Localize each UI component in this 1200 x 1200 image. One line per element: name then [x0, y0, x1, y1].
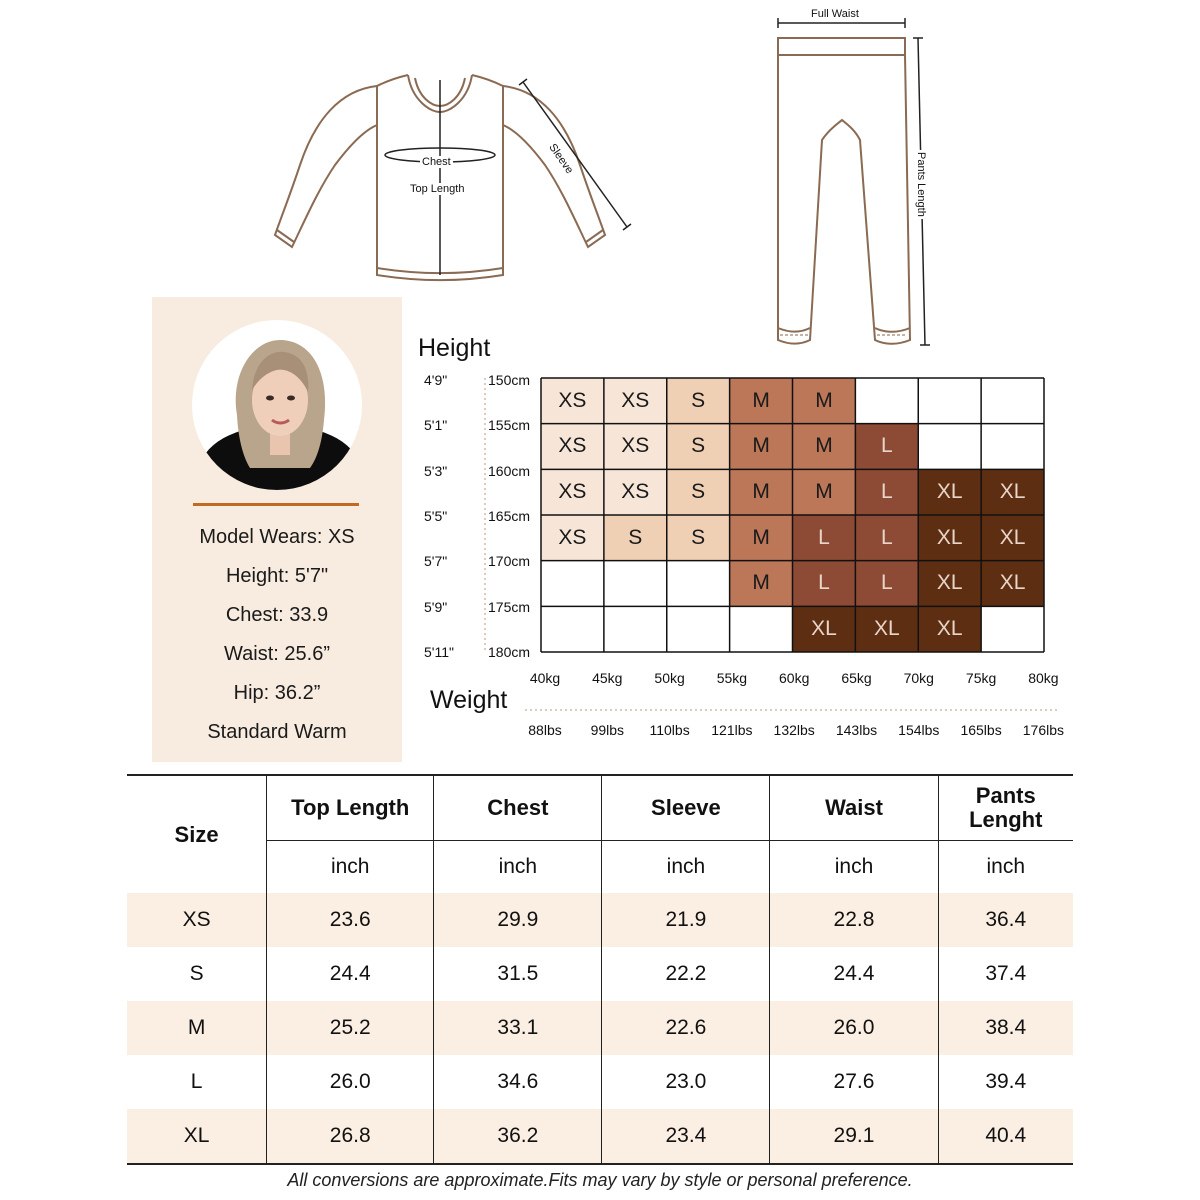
- size-cell: L: [855, 469, 918, 515]
- sleeve-label: Sleeve: [546, 141, 576, 177]
- size-cell: L: [855, 424, 918, 470]
- model-hip: Hip: 36.2”: [233, 682, 321, 704]
- table-row: [127, 947, 1073, 1001]
- weight-kg-tick: 60kg: [779, 670, 810, 686]
- col-header-waist: Waist: [770, 775, 938, 841]
- cell-chest: 34.6: [434, 1055, 602, 1109]
- cell-top-length: 23.6: [267, 893, 434, 947]
- row-size: S: [189, 962, 204, 985]
- size-cell: M: [793, 469, 856, 515]
- size-cell: S: [604, 515, 667, 561]
- unit-label: inch: [938, 841, 1073, 894]
- cell-sleeve: 23.4: [602, 1109, 770, 1164]
- cell-chest: 33.1: [434, 1001, 602, 1055]
- weight-lbs-tick: 154lbs: [898, 722, 940, 738]
- height-cm-tick: 165cm: [488, 507, 531, 524]
- size-cell: M: [730, 515, 793, 561]
- size-cell: XL: [793, 606, 856, 652]
- size-cell: M: [793, 378, 856, 424]
- cell-waist: 27.6: [770, 1055, 938, 1109]
- weight-lbs-tick: 165lbs: [960, 722, 1002, 738]
- weight-kg-tick: 45kg: [592, 670, 623, 686]
- height-ft-tick: 5'1": [424, 417, 448, 434]
- weight-axis-line: [525, 700, 1065, 720]
- height-cm-tick: 180cm: [488, 643, 531, 660]
- size-grid-lines: [540, 377, 1046, 654]
- cell-pants-length: 40.4: [938, 1109, 1073, 1164]
- cell-top-length: 26.0: [267, 1055, 434, 1109]
- cell-waist: 29.1: [770, 1109, 938, 1164]
- weight-kg-tick: 55kg: [716, 670, 748, 686]
- weight-kg-tick: 70kg: [903, 670, 934, 686]
- height-ft-tick: 5'3": [424, 462, 448, 479]
- weight-lbs-tick: 121lbs: [711, 722, 753, 738]
- size-cell: XL: [918, 515, 981, 561]
- size-cell: S: [667, 515, 730, 561]
- pants-garment-diagram: [760, 5, 940, 355]
- cell-pants-length: 37.4: [938, 947, 1073, 1001]
- footnote: All conversions are approximate.Fits may vary by style or personal preference.: [287, 1170, 913, 1190]
- size-cell: L: [793, 561, 856, 607]
- size-cell: XS: [604, 469, 667, 515]
- col-header-sleeve: Sleeve: [602, 775, 770, 841]
- height-cm-tick: 170cm: [488, 553, 531, 570]
- size-cell: S: [667, 469, 730, 515]
- model-photo-icon: [192, 320, 362, 490]
- size-cell: XL: [918, 606, 981, 652]
- row-size: XL: [127, 1109, 267, 1164]
- cell-sleeve: 21.9: [602, 893, 770, 947]
- size-header: Size: [174, 821, 219, 847]
- cell-waist: 26.0: [770, 1001, 938, 1055]
- cell-chest: 36.2: [434, 1109, 602, 1164]
- height-cm-tick: 160cm: [488, 462, 531, 479]
- cell-waist: 24.4: [770, 947, 938, 1001]
- size-cell: XL: [981, 515, 1044, 561]
- cell-chest: 29.9: [434, 893, 602, 947]
- chest-label: Chest: [422, 156, 451, 168]
- cell-chest: 31.5: [434, 947, 602, 1001]
- height-ft-tick: 4'9": [424, 372, 448, 388]
- height-cm-tick: 155cm: [488, 417, 531, 434]
- size-cell: XL: [981, 469, 1044, 515]
- cell-pants-length: 39.4: [938, 1055, 1073, 1109]
- model-waist: Waist: 25.6”: [224, 643, 330, 665]
- weight-kg-tick: 40kg: [529, 670, 561, 686]
- model-avatar: [192, 320, 362, 490]
- size-cell: XS: [604, 378, 667, 424]
- row-size: XS: [127, 893, 267, 947]
- weight-lbs-tick: 99lbs: [590, 722, 625, 738]
- height-cm-tick: 175cm: [488, 598, 531, 615]
- weight-lbs-tick: 132lbs: [773, 722, 815, 738]
- size-cell: M: [730, 561, 793, 607]
- full-waist-label: Full Waist: [808, 8, 862, 20]
- size-cell: XS: [541, 424, 604, 470]
- cell-top-length: 25.2: [267, 1001, 434, 1055]
- height-axis-title: Height: [418, 334, 491, 362]
- col-header-top-length: Top Length: [267, 775, 434, 841]
- weight-kg-tick: 50kg: [654, 670, 685, 686]
- size-cell: L: [855, 561, 918, 607]
- unit-label: inch: [434, 841, 602, 894]
- weight-lbs-tick: 176lbs: [1022, 722, 1065, 738]
- row-size: M: [127, 1001, 267, 1055]
- size-cell: XL: [918, 469, 981, 515]
- size-cell: L: [855, 515, 918, 561]
- height-ft-tick: 5'7": [424, 553, 448, 570]
- cell-sleeve: 23.0: [602, 1055, 770, 1109]
- model-warmth: Standard Warm: [207, 721, 347, 743]
- weight-kg-tick: 75kg: [965, 670, 997, 686]
- model-height: Height: 5'7": [225, 565, 329, 587]
- size-cell: S: [667, 378, 730, 424]
- pants-length-label: Pants Length: [915, 152, 927, 217]
- cell-sleeve: 22.6: [602, 1001, 770, 1055]
- size-cell: S: [667, 424, 730, 470]
- cell-top-length: 26.8: [267, 1109, 434, 1164]
- height-cm-tick: 150cm: [488, 372, 531, 388]
- height-ft-tick: 5'9": [424, 598, 448, 615]
- row-size: L: [190, 1070, 203, 1093]
- height-ft-tick: 5'5": [424, 507, 448, 524]
- weight-lbs-tick: 110lbs: [649, 722, 690, 738]
- measurement-table: [127, 774, 1073, 1165]
- size-cell: M: [730, 424, 793, 470]
- top-length-label: Top Length: [410, 183, 465, 195]
- col-header-chest: Chest: [434, 775, 602, 841]
- col-header-pants-length: Pants Lenght: [938, 775, 1073, 841]
- unit-label: inch: [770, 841, 938, 894]
- height-axis-line: [460, 378, 490, 656]
- size-cell: XS: [604, 424, 667, 470]
- cell-sleeve: 22.2: [602, 947, 770, 1001]
- size-cell: M: [793, 424, 856, 470]
- table-row: [127, 1001, 1073, 1055]
- table-row: [127, 893, 1073, 947]
- weight-kg-tick: 65kg: [841, 670, 872, 686]
- weight-axis-title: Weight: [430, 686, 508, 714]
- cell-top-length: 24.4: [267, 947, 434, 1001]
- cell-pants-length: 38.4: [938, 1001, 1073, 1055]
- weight-lbs-tick: 88lbs: [528, 722, 562, 738]
- size-cell: XS: [541, 515, 604, 561]
- size-cell: XS: [541, 469, 604, 515]
- unit-label: inch: [267, 841, 434, 894]
- model-chest: Chest: 33.9: [225, 604, 329, 626]
- size-cell: XS: [541, 378, 604, 424]
- size-cell: L: [793, 515, 856, 561]
- cell-pants-length: 36.4: [938, 893, 1073, 947]
- model-wears: Model Wears: XS: [199, 526, 355, 548]
- table-row: [127, 1055, 1073, 1109]
- size-cell: M: [730, 378, 793, 424]
- size-cell: M: [730, 469, 793, 515]
- size-cell: XL: [981, 561, 1044, 607]
- weight-lbs-tick: 143lbs: [835, 722, 878, 738]
- size-cell: XL: [918, 561, 981, 607]
- unit-label: inch: [602, 841, 770, 894]
- model-divider: [193, 503, 359, 506]
- weight-kg-tick: 80kg: [1028, 670, 1059, 686]
- cell-waist: 22.8: [770, 893, 938, 947]
- size-cell: XL: [855, 606, 918, 652]
- table-row: [127, 1109, 1073, 1164]
- top-garment-diagram: [260, 60, 660, 290]
- height-ft-tick: 5'11": [424, 643, 454, 660]
